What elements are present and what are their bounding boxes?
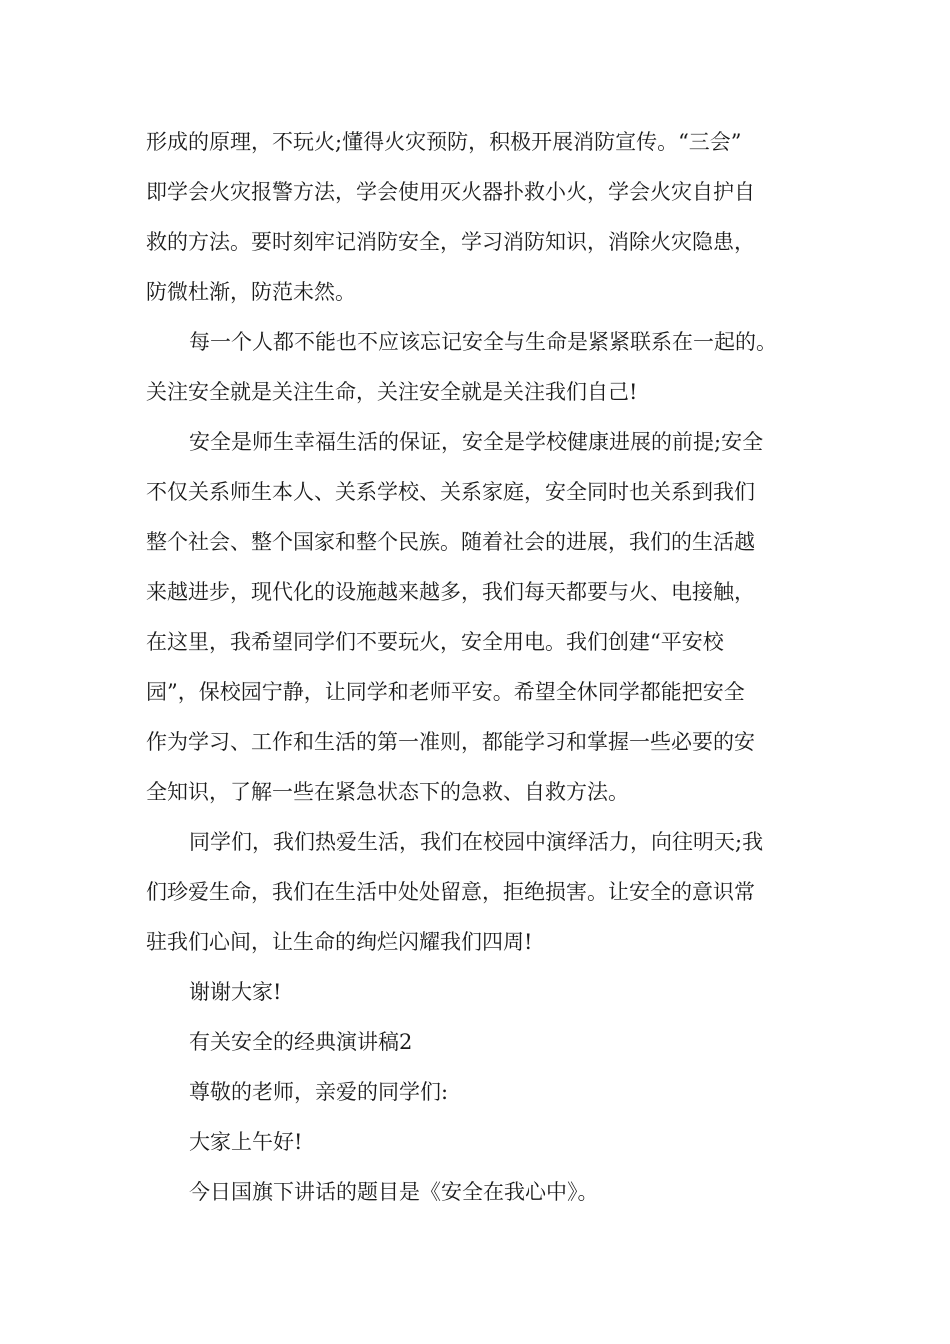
paragraph-first-line: 同学们，我们热爱生活，我们在校园中演绎活力，向往明天;我: [189, 830, 764, 854]
text-line: 形成的原理，不玩火;懂得火灾预防，积极开展消防宣传。“三会”: [146, 130, 742, 154]
text-line: 防微杜渐，防范未然。: [146, 280, 356, 304]
text-line: 不仅关系师生本人、关系学校、关系家庭，安全同时也关系到我们: [146, 480, 755, 504]
text-line: 作为学习、工作和生活的第一准则，都能学习和掌握一些必要的安: [146, 730, 755, 754]
document-body: [146, 124, 810, 1224]
text-line: 园”，保校园宁静，让同学和老师平安。希望全休同学都能把安全: [146, 680, 745, 704]
salutation: 尊敬的老师，亲爱的同学们:: [189, 1080, 449, 1104]
closing-thanks: 谢谢大家!: [189, 980, 282, 1004]
text-line: 救的方法。要时刻牢记消防安全，学习消防知识，消除火灾隐患，: [146, 230, 755, 254]
greeting: 大家上午好!: [189, 1130, 303, 1154]
paragraph-first-line: 今日国旗下讲话的题目是《安全在我心中》。: [189, 1180, 599, 1204]
text-line: 驻我们心间，让生命的绚烂闪耀我们四周!: [146, 930, 533, 954]
text-line: 关注安全就是关注生命，关注安全就是关注我们自己!: [146, 380, 638, 404]
paragraph-first-line: 每一个人都不能也不应该忘记安全与生命是紧紧联系在一起的。: [189, 330, 777, 354]
text-line: 即学会火灾报警方法，学会使用灭火器扑救小火，学会火灾自护自: [146, 180, 755, 204]
text-line: 整个社会、整个国家和整个民族。随着社会的进展，我们的生活越: [146, 530, 755, 554]
text-line: 来越进步，现代化的设施越来越多，我们每天都要与火、电接触，: [146, 580, 755, 604]
section-title: 有关安全的经典演讲稿2: [189, 1030, 413, 1054]
paragraph-first-line: 安全是师生幸福生活的保证，安全是学校健康进展的前提;安全: [189, 430, 764, 454]
text-line: 全知识，了解一些在紧急状态下的急救、自救方法。: [146, 780, 629, 804]
text-line: 们珍爱生命，我们在生活中处处留意，拒绝损害。让安全的意识常: [146, 880, 755, 904]
text-line: 在这里，我希望同学们不要玩火，安全用电。我们创建“平安校: [146, 630, 724, 654]
